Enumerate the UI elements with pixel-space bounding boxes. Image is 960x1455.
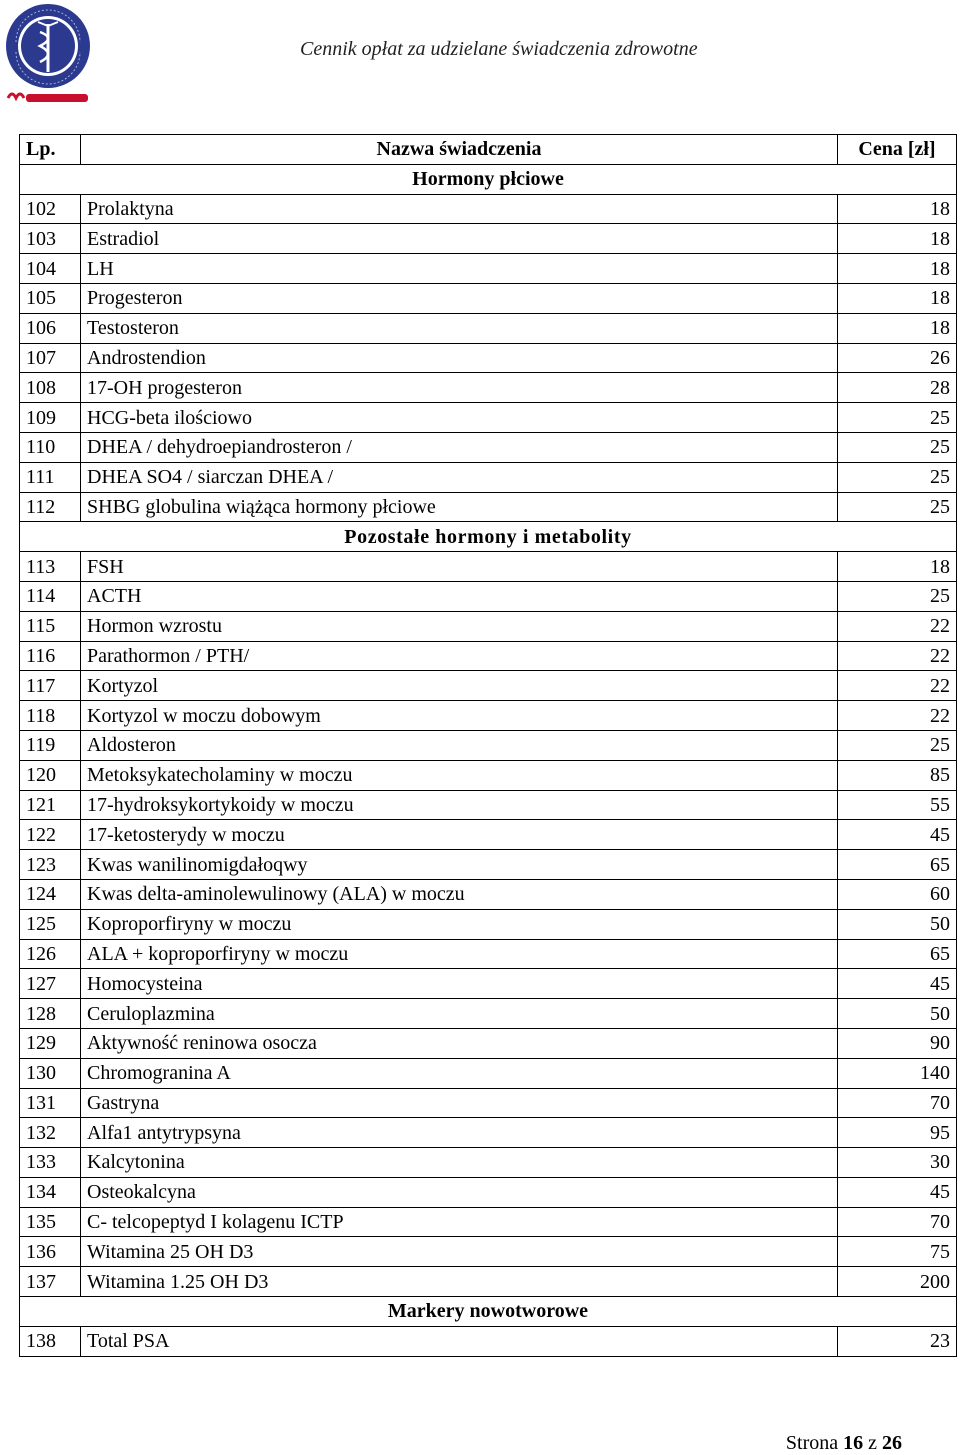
cell-lp: 119 <box>20 730 81 760</box>
cell-lp: 134 <box>20 1177 81 1207</box>
table-row <box>20 432 957 462</box>
cell-name: Homocysteina <box>81 969 838 999</box>
cell-price: 22 <box>838 671 957 701</box>
section-header-row <box>20 164 957 194</box>
page-total: 26 <box>882 1432 902 1454</box>
cell-name: Testosteron <box>81 313 838 343</box>
cell-name: ALA + koproporfiryny w moczu <box>81 939 838 969</box>
cell-lp: 121 <box>20 790 81 820</box>
table-header-row <box>20 135 957 165</box>
table-row <box>20 492 957 522</box>
cell-lp: 109 <box>20 403 81 433</box>
page-number <box>786 1432 902 1455</box>
table-row <box>20 343 957 373</box>
cell-price: 26 <box>838 343 957 373</box>
cell-name: Ceruloplazmina <box>81 999 838 1029</box>
cell-price: 90 <box>838 1028 957 1058</box>
cell-name: Witamina 25 OH D3 <box>81 1237 838 1267</box>
table-row <box>20 1177 957 1207</box>
cell-name: 17-hydroksykortykoidy w moczu <box>81 790 838 820</box>
table-row <box>20 879 957 909</box>
cell-price: 30 <box>838 1148 957 1178</box>
cell-lp: 124 <box>20 879 81 909</box>
cell-name: C- telcopeptyd I kolagenu ICTP <box>81 1207 838 1237</box>
cell-lp: 131 <box>20 1088 81 1118</box>
cell-name: Gastryna <box>81 1088 838 1118</box>
cell-name: Prolaktyna <box>81 194 838 224</box>
cell-lp: 122 <box>20 820 81 850</box>
cell-lp: 136 <box>20 1237 81 1267</box>
cell-price: 25 <box>838 730 957 760</box>
table-row <box>20 1267 957 1297</box>
cell-lp: 125 <box>20 909 81 939</box>
cell-price: 18 <box>838 224 957 254</box>
table-row <box>20 909 957 939</box>
cell-price: 22 <box>838 701 957 731</box>
cell-lp: 132 <box>20 1118 81 1148</box>
cell-name: Kalcytonina <box>81 1148 838 1178</box>
cell-price: 140 <box>838 1058 957 1088</box>
cell-price: 70 <box>838 1207 957 1237</box>
table-row <box>20 462 957 492</box>
table-row <box>20 1118 957 1148</box>
cell-price: 70 <box>838 1088 957 1118</box>
cell-price: 18 <box>838 552 957 582</box>
cell-name: Estradiol <box>81 224 838 254</box>
cell-price: 75 <box>838 1237 957 1267</box>
table-row <box>20 611 957 641</box>
cell-price: 18 <box>838 254 957 284</box>
cell-name: Kortyzol w moczu dobowym <box>81 701 838 731</box>
cell-price: 95 <box>838 1118 957 1148</box>
cell-lp: 123 <box>20 850 81 880</box>
section-title: Markery nowotworowe <box>20 1297 957 1327</box>
document-title: Cennik opłat za udzielane świadczenia zdrowotne <box>300 38 698 60</box>
table-row <box>20 552 957 582</box>
cell-lp: 133 <box>20 1148 81 1178</box>
table-row <box>20 224 957 254</box>
cell-lp: 118 <box>20 701 81 731</box>
table-row <box>20 760 957 790</box>
cell-price: 25 <box>838 432 957 462</box>
cell-price: 50 <box>838 999 957 1029</box>
table-row <box>20 730 957 760</box>
cell-name: Aktywność reninowa osocza <box>81 1028 838 1058</box>
cell-price: 65 <box>838 939 957 969</box>
section-title: Hormony płciowe <box>20 164 957 194</box>
cell-lp: 130 <box>20 1058 81 1088</box>
cell-name: 17-ketosterydy w moczu <box>81 820 838 850</box>
page-sep: z <box>868 1432 877 1454</box>
table-row <box>20 373 957 403</box>
cell-price: 18 <box>838 194 957 224</box>
cell-name: Total PSA <box>81 1326 838 1356</box>
cell-name: Witamina 1.25 OH D3 <box>81 1267 838 1297</box>
cell-name: Kwas wanilinomigdałoqwy <box>81 850 838 880</box>
table-row <box>20 939 957 969</box>
page-prefix: Strona <box>785 1432 839 1454</box>
cell-lp: 128 <box>20 999 81 1029</box>
cell-price: 200 <box>838 1267 957 1297</box>
table-row <box>20 1237 957 1267</box>
cell-price: 28 <box>838 373 957 403</box>
cell-price: 25 <box>838 492 957 522</box>
cell-lp: 120 <box>20 760 81 790</box>
price-list-table <box>19 134 957 1357</box>
cell-price: 23 <box>838 1326 957 1356</box>
table-row <box>20 1088 957 1118</box>
cell-name: FSH <box>81 552 838 582</box>
table-row <box>20 790 957 820</box>
cell-lp: 107 <box>20 343 81 373</box>
cell-price: 45 <box>838 820 957 850</box>
cell-price: 22 <box>838 641 957 671</box>
cell-price: 45 <box>838 969 957 999</box>
header-lp: Lp. <box>20 135 81 165</box>
cell-price: 25 <box>838 462 957 492</box>
section-header-row <box>20 1297 957 1327</box>
table-row <box>20 194 957 224</box>
cell-lp: 127 <box>20 969 81 999</box>
cell-lp: 102 <box>20 194 81 224</box>
section-header-row <box>20 522 957 552</box>
table-row <box>20 283 957 313</box>
cell-lp: 129 <box>20 1028 81 1058</box>
cell-name: Androstendion <box>81 343 838 373</box>
cell-lp: 112 <box>20 492 81 522</box>
cell-name: ACTH <box>81 581 838 611</box>
cell-lp: 114 <box>20 581 81 611</box>
header-price: Cena [zł] <box>838 135 957 165</box>
cell-name: Chromogranina A <box>81 1058 838 1088</box>
table-row <box>20 1207 957 1237</box>
cell-lp: 108 <box>20 373 81 403</box>
table-row <box>20 1028 957 1058</box>
cell-lp: 105 <box>20 283 81 313</box>
cell-lp: 115 <box>20 611 81 641</box>
table-body <box>20 164 957 1356</box>
table-row <box>20 850 957 880</box>
cell-lp: 106 <box>20 313 81 343</box>
table-row <box>20 701 957 731</box>
cell-price: 18 <box>838 283 957 313</box>
table-row <box>20 641 957 671</box>
table-row <box>20 254 957 284</box>
cell-price: 55 <box>838 790 957 820</box>
cell-lp: 116 <box>20 641 81 671</box>
cell-price: 18 <box>838 313 957 343</box>
cell-name: Kortyzol <box>81 671 838 701</box>
cell-lp: 111 <box>20 462 81 492</box>
cell-name: DHEA SO4 / siarczan DHEA / <box>81 462 838 492</box>
cell-name: Parathormon / PTH/ <box>81 641 838 671</box>
caduceus-seal-icon <box>2 2 94 110</box>
section-title: Pozostałe hormony i metabolity <box>20 522 957 552</box>
table-row <box>20 403 957 433</box>
cell-name: SHBG globulina wiążąca hormony płciowe <box>81 492 838 522</box>
cell-price: 65 <box>838 850 957 880</box>
cell-price: 50 <box>838 909 957 939</box>
cell-name: HCG-beta ilościowo <box>81 403 838 433</box>
cell-name: Hormon wzrostu <box>81 611 838 641</box>
cell-name: 17-OH progesteron <box>81 373 838 403</box>
cell-name: DHEA / dehydroepiandrosteron / <box>81 432 838 462</box>
cell-price: 60 <box>838 879 957 909</box>
table-row <box>20 820 957 850</box>
cell-lp: 117 <box>20 671 81 701</box>
cell-name: Osteokalcyna <box>81 1177 838 1207</box>
cell-price: 25 <box>838 403 957 433</box>
table-row <box>20 1058 957 1088</box>
table-row <box>20 313 957 343</box>
hospital-logo <box>2 2 94 110</box>
cell-name: Koproporfiryny w moczu <box>81 909 838 939</box>
cell-lp: 104 <box>20 254 81 284</box>
cell-price: 22 <box>838 611 957 641</box>
table-row <box>20 581 957 611</box>
table-row <box>20 969 957 999</box>
cell-lp: 137 <box>20 1267 81 1297</box>
cell-lp: 126 <box>20 939 81 969</box>
table-row <box>20 1326 957 1356</box>
cell-name: Alfa1 antytrypsyna <box>81 1118 838 1148</box>
cell-lp: 113 <box>20 552 81 582</box>
cell-lp: 103 <box>20 224 81 254</box>
cell-lp: 135 <box>20 1207 81 1237</box>
cell-lp: 138 <box>20 1326 81 1356</box>
cell-name: Aldosteron <box>81 730 838 760</box>
page-current: 16 <box>843 1432 864 1454</box>
table-row <box>20 999 957 1029</box>
cell-price: 45 <box>838 1177 957 1207</box>
cell-name: LH <box>81 254 838 284</box>
cell-price: 85 <box>838 760 957 790</box>
table-row <box>20 1148 957 1178</box>
cell-name: Progesteron <box>81 283 838 313</box>
cell-lp: 110 <box>20 432 81 462</box>
cell-name: Metoksykatecholaminy w moczu <box>81 760 838 790</box>
table-row <box>20 671 957 701</box>
cell-price: 25 <box>838 581 957 611</box>
cell-name: Kwas delta-aminolewulinowy (ALA) w moczu <box>81 879 838 909</box>
header-name: Nazwa świadczenia <box>81 135 838 165</box>
